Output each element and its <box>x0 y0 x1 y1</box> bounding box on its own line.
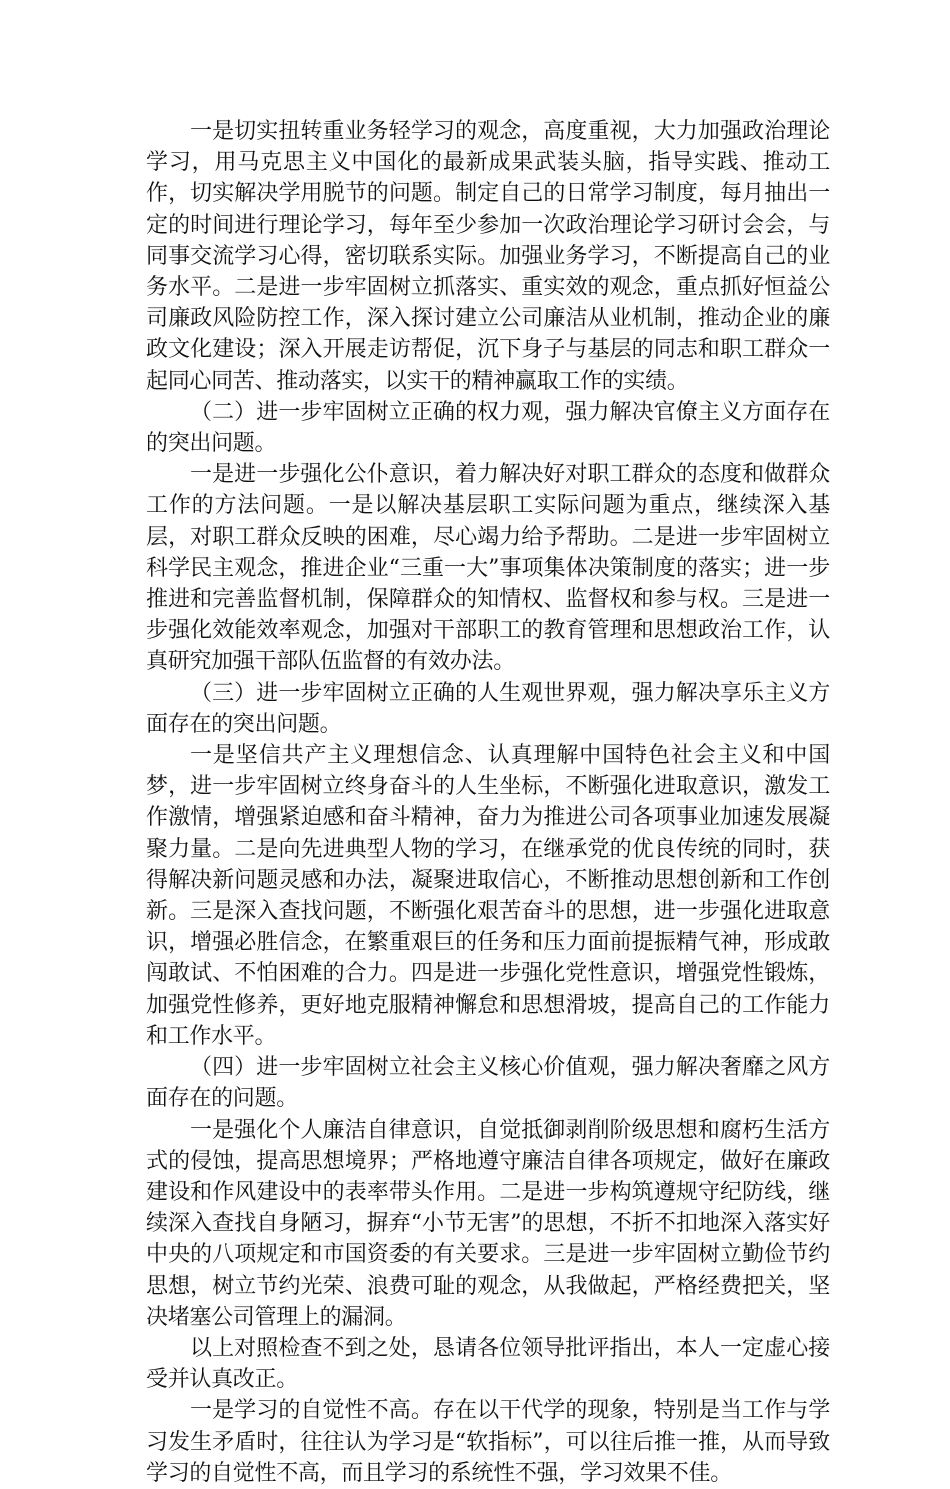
paragraph: 一是学习的自觉性不高。存在以干代学的现象，特别是当工作与学习发生矛盾时，往往认为学习是“软指标”，可以往后推一推，从而导致学习的自觉性不高，而且学习的系统性不强，学习效果不佳。 <box>146 1398 830 1486</box>
paragraph: 以上对照检查不到之处，恳请各位领导批评指出，本人一定虚心接受并认真改正。 <box>146 1335 830 1393</box>
section-heading: （二）进一步牢固树立正确的权力观，强力解决官僚主义方面存在的突出问题。 <box>146 399 830 457</box>
paragraph: 一是坚信共产主义理想信念、认真理解中国特色社会主义和中国梦，进一步牢固树立终身奋斗的人生坐标，不断强化进取意识，激发工作激情，增强紧迫感和奋斗精神，奋力为推进公司各项事业加速发展凝聚力量。二是向先进典型人物的学习，在继承党的优良传统的同时，获得解决新问题灵感和办法，凝聚进取信心，不断推动思想创新和工作创新。三是深入查找问题，不断强化艰苦奋斗的思想，进一步强化进取意识，增强必胜信念，在繁重艰巨的任务和压力面前提振精气神，形成敢闯敢试、不怕困难的合力。四是进一步强化党性意识，增强党性锻炼，加强党性修养，更好地克服精神懈怠和思想滑坡，提高自己的工作能力和工作水平。 <box>146 743 830 1049</box>
paragraph: 一是强化个人廉洁自律意识，自觉抵御剥削阶级思想和腐朽生活方式的侵蚀，提高思想境界；严格地遵守廉洁自律各项规定，做好在廉政建设和作风建设中的表率带头作用。二是进一步构筑遵规守纪防线，继续深入查找自身陋习，摒弃“小节无害”的思想，不折不扣地深入落实好中央的八项规定和市国资委的有关要求。三是进一步牢固树立勤俭节约思想，树立节约光荣、浪费可耻的观念，从我做起，严格经费把关，坚决堵塞公司管理上的漏洞。 <box>146 1117 830 1330</box>
paragraph: 一是进一步强化公仆意识，着力解决好对职工群众的态度和做群众工作的方法问题。一是以解决基层职工实际问题为重点，继续深入基层，对职工群众反映的困难，尽心竭力给予帮助。二是进一步牢固树立科学民主观念，推进企业“三重一大”事项集体决策制度的落实；进一步推进和完善监督机制，保障群众的知情权、监督权和参与权。三是进一步强化效能效率观念，加强对干部职工的教育管理和思想政治工作，认真研究加强干部队伍监督的有效办法。 <box>146 462 830 675</box>
section-heading: （三）进一步牢固树立正确的人生观世界观，强力解决享乐主义方面存在的突出问题。 <box>146 680 830 737</box>
section-heading: （四）进一步牢固树立社会主义核心价值观，强力解决奢靡之风方面存在的问题。 <box>146 1055 830 1112</box>
document-page <box>146 116 830 1489</box>
paragraph: 一是切实扭转重业务轻学习的观念，高度重视，大力加强政治理论学习，用马克思主义中国化的最新成果武装头脑，指导实践、推动工作，切实解决学用脱节的问题。制定自己的日常学习制度，每月抽出一定的时间进行理论学习，每年至少参加一次政治理论学习研讨会会，与同事交流学习心得，密切联系实际。加强业务学习，不断提高自己的业务水平。二是进一步牢固树立抓落实、重实效的观念，重点抓好恒益公司廉政风险防控工作，深入探讨建立公司廉洁从业机制，推动企业的廉政文化建设；深入开展走访帮促，沉下身子与基层的同志和职工群众一起同心同苦、推动落实，以实干的精神赢取工作的实绩。 <box>146 119 830 394</box>
